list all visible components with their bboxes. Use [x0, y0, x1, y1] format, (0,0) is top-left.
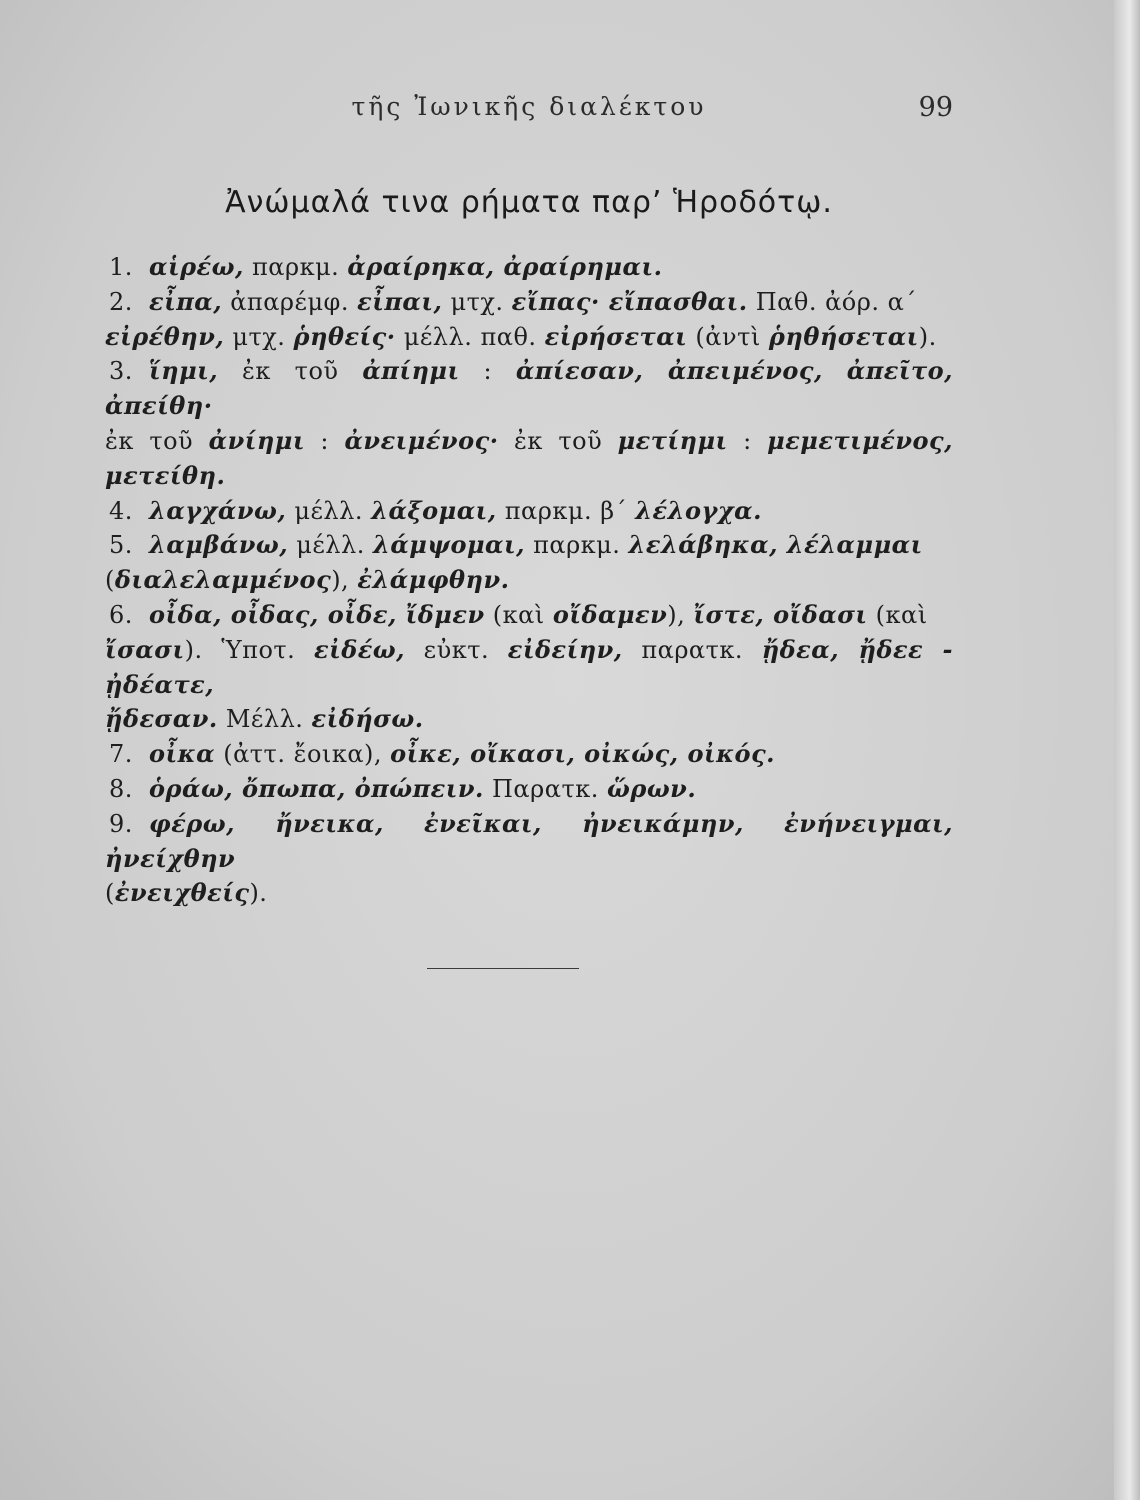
verb-form: εἰρέθην,	[105, 321, 225, 351]
verb-form: λελάβηκα, λέλαμμαι	[628, 530, 923, 560]
verb-entry-line	[105, 285, 953, 320]
verb-form: λέλογχα.	[635, 495, 762, 525]
verb-form: οἶκε, οἴκασι, οἰκώς, οἰκός.	[390, 739, 776, 769]
grammar-note: ἐκ τοῦ	[218, 357, 363, 386]
verb-form: ὥρων.	[607, 773, 697, 803]
verb-entry-line	[105, 494, 953, 529]
verb-form: λάμψομαι,	[372, 530, 525, 560]
grammar-note: μέλλ.	[286, 496, 372, 525]
section-divider	[427, 968, 579, 969]
verb-form: μετίημι	[617, 425, 728, 455]
grammar-note: μέλλ. παθ.	[395, 322, 545, 351]
verb-entry-line	[105, 563, 953, 598]
grammar-note: (	[105, 879, 115, 908]
verb-entry-line	[105, 528, 953, 563]
verb-form: ᾔδεα, ᾔδεε - ᾐδέατε,	[105, 634, 953, 699]
verb-form: ἐνειχθείς	[114, 878, 250, 908]
entry-number: 2.	[109, 287, 133, 316]
grammar-note: ),	[667, 600, 694, 629]
verb-form: ἀπίεσαν, ἀπειμένος,	[515, 356, 823, 386]
verb-form: ὁράω, ὄπωπα, ὀπώπειν.	[149, 773, 484, 803]
grammar-note: (καὶ	[484, 600, 553, 629]
entry-number: 3.	[109, 357, 133, 386]
grammar-note: μτχ.	[442, 287, 512, 316]
grammar-note	[823, 357, 847, 385]
grammar-note: Παρατκ.	[483, 774, 607, 803]
verb-entry-line	[105, 807, 953, 877]
entry-number: 1.	[109, 253, 133, 281]
grammar-note: Παθ. ἀόρ. α΄	[747, 287, 917, 316]
page-number: 99	[918, 92, 953, 123]
entry-number: 5.	[109, 531, 133, 560]
grammar-note: ἐκ τοῦ	[105, 426, 209, 455]
verb-form: εἶπαι,	[357, 286, 443, 316]
grammar-note: (καὶ	[867, 600, 928, 629]
running-header	[105, 92, 953, 128]
verb-entry-line	[105, 354, 953, 424]
verb-form: εἰρήσεται	[544, 321, 688, 351]
verb-entry-line	[105, 772, 953, 807]
grammar-note: (ἀντὶ	[687, 322, 769, 351]
verb-entry-line	[105, 737, 953, 772]
grammar-note: παρκμ.	[243, 253, 348, 281]
verb-entry-line	[105, 598, 953, 633]
verb-form: ἀνειμένος·	[344, 425, 499, 455]
entry-number: 4.	[109, 496, 133, 525]
verb-form: ἐλάμφθην.	[357, 565, 510, 595]
verb-form: λάξομαι,	[371, 495, 497, 525]
grammar-note: (ἀττ. ἔοικα),	[215, 740, 391, 769]
grammar-note: παρκμ. β΄	[496, 496, 636, 525]
grammar-note: μτχ.	[224, 322, 294, 351]
verb-form: ἀνίημι	[208, 425, 305, 455]
verb-form: ἴσασι	[105, 634, 185, 664]
running-header-title: τῆς Ἰωνικῆς διαλέκτου	[351, 92, 707, 121]
grammar-note: Μέλλ.	[217, 705, 312, 734]
entry-number: 8.	[109, 774, 133, 803]
verb-form: εἰδέω,	[313, 634, 405, 664]
verb-entry-line	[105, 702, 953, 737]
grammar-note: ),	[331, 566, 358, 595]
verb-form: ἀπεῖτο,	[846, 356, 953, 386]
verb-form: οἶδα, οἶδας, οἶδε, ἴδμεν	[149, 599, 485, 629]
verb-form: ῥηθήσεται	[768, 321, 919, 351]
verb-form: εἰδήσω.	[311, 704, 424, 734]
section-title: Ἀνώμαλά τινα ρήματα παρ’ Ἡροδότῳ.	[225, 185, 833, 220]
verb-form: ῥηθείς·	[293, 321, 396, 351]
verb-form: εἰδείην,	[507, 634, 623, 664]
entry-number: 6.	[109, 600, 133, 629]
verb-form: εἶπα,	[149, 286, 223, 316]
verb-form: λαμβάνω,	[149, 530, 289, 560]
grammar-note: εὐκτ.	[405, 635, 508, 664]
book-spine-edge	[1114, 0, 1140, 1500]
grammar-note: παρατκ.	[622, 635, 762, 664]
grammar-note: ).	[918, 322, 937, 351]
verb-form: μεμετιμένος, μετείθη.	[105, 425, 953, 490]
verb-form: διαλελαμμένος	[114, 565, 332, 595]
verb-form: οἶκα	[149, 739, 216, 769]
grammar-note: ἀπαρέμφ.	[222, 287, 358, 316]
grammar-note: :	[727, 426, 768, 455]
verb-form: οἴδαμεν	[552, 599, 668, 629]
verb-entry-line	[105, 633, 953, 703]
verb-form: εἴπας· εἴπασθαι.	[511, 286, 748, 316]
verb-entry-line	[105, 876, 953, 911]
grammar-note: (	[105, 566, 115, 595]
verb-form: ἵημι,	[149, 356, 219, 386]
verb-form: ἀπείθη·	[105, 391, 213, 421]
grammar-note: ). Ὑποτ.	[184, 635, 314, 664]
verb-form: ἀραίρηκα, ἀραίρημαι.	[347, 252, 663, 281]
verb-entry-line	[105, 320, 953, 355]
verb-form: ἴστε, οἴδασι	[693, 599, 868, 629]
verb-list	[105, 250, 953, 911]
grammar-note: μέλλ.	[288, 531, 373, 560]
grammar-note: παρκμ.	[524, 531, 629, 560]
verb-form: αἱρέω,	[149, 252, 244, 281]
grammar-note: :	[459, 357, 516, 386]
verb-form: ᾔδεσαν.	[105, 704, 218, 734]
grammar-note: ).	[249, 879, 268, 908]
grammar-note: :	[304, 426, 345, 455]
entry-number: 9.	[109, 809, 133, 838]
entry-number: 7.	[109, 740, 133, 769]
verb-entry-line	[105, 424, 953, 494]
verb-form: λαγχάνω,	[149, 495, 287, 525]
grammar-note: ἐκ τοῦ	[498, 426, 618, 455]
verb-entry-line	[105, 250, 953, 285]
verb-form: ἀπίημι	[362, 356, 460, 386]
verb-form: φέρω, ἤνεικα, ἐνεῖκαι, ἠνεικάμην, ἐνήνειγμαι, ἠνείχθην	[105, 808, 953, 873]
